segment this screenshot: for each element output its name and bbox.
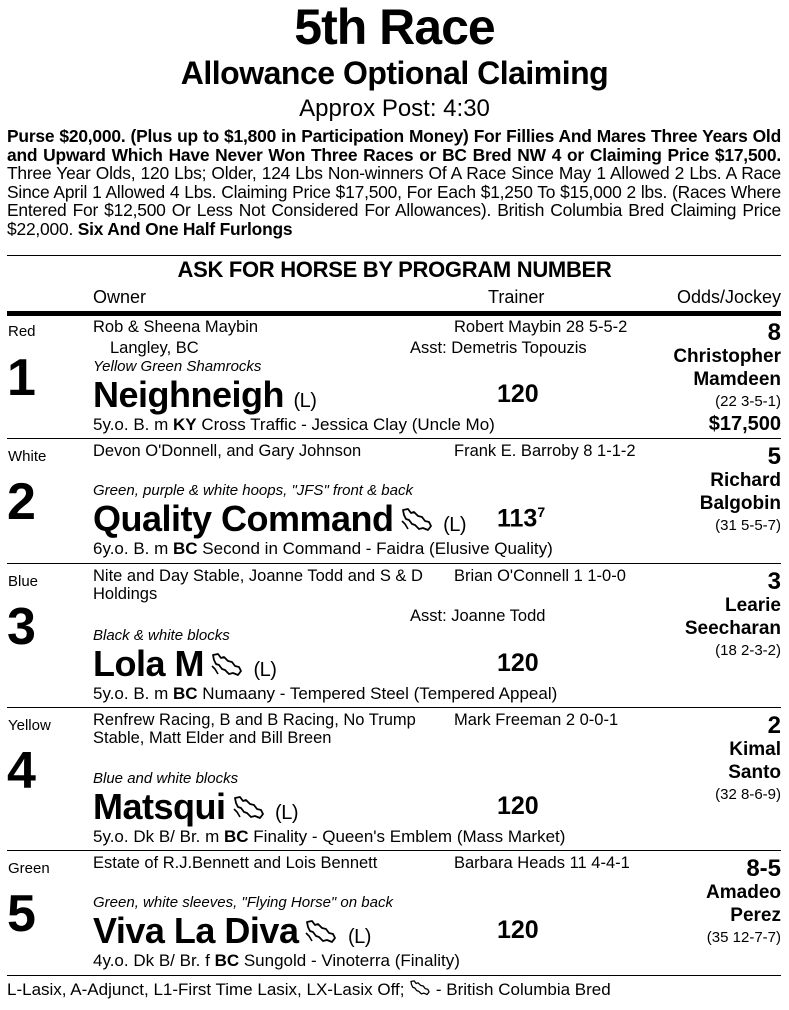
jockey-first-name: Kimal bbox=[729, 739, 781, 760]
breeding-pedigree: Numaany - Tempered Steel (Tempered Appeal) bbox=[197, 684, 558, 703]
race-conditions bbox=[7, 127, 781, 239]
silks-description: Yellow Green Shamrocks bbox=[93, 358, 262, 375]
assistant-trainer: Asst: Joanne Todd bbox=[410, 607, 546, 625]
jockey-first-name: Amadeo bbox=[706, 882, 781, 903]
legend-bc-label: - British Columbia Bred bbox=[431, 979, 611, 999]
program-number: 2 bbox=[7, 473, 36, 531]
medication: (L) bbox=[293, 390, 317, 412]
jockey-first-name: Learie bbox=[725, 595, 781, 616]
silks-description: Green, white sleeves, "Flying Horse" on back bbox=[93, 894, 393, 911]
owner-name: Devon O'Donnell, and Gary Johnson bbox=[93, 442, 362, 460]
conditions-body: Three Year Olds, 120 Lbs; Older, 124 Lbs Non-winners Of A Race Since May 1 Allowed 2 Lbs. A Race Since April 1 Allowed 4 Lbs. Claiming Price $17,500, For Each $1,250 To $15,000 2 lbs. (Races Where Entered For $12,500 Or Less Not Considered For Allowances). British Columbia Bred Claiming Price $22,000. bbox=[7, 163, 781, 239]
horse-name: Lola M bbox=[93, 643, 204, 684]
weight: 120 bbox=[497, 792, 539, 820]
race-title: 5th Race bbox=[294, 0, 495, 55]
conditions-distance: Six And One Half Furlongs bbox=[73, 218, 293, 239]
owner-column-header: Owner bbox=[93, 287, 147, 307]
medication: (L) bbox=[253, 659, 277, 681]
program-number: 1 bbox=[7, 349, 36, 407]
horse-name: Viva La Diva bbox=[93, 910, 299, 951]
trainer: Robert Maybin 28 5-5-2 bbox=[454, 318, 628, 336]
morning-line-odds: 2 bbox=[767, 712, 781, 739]
claiming-price: $17,500 bbox=[708, 413, 781, 435]
weight: 120 bbox=[497, 380, 539, 408]
breeding-origin: KY bbox=[173, 415, 197, 434]
breeding-age-sex: 4y.o. Dk B/ Br. f bbox=[93, 951, 215, 970]
breeding bbox=[93, 684, 557, 704]
apprentice-allowance: 7 bbox=[537, 504, 546, 520]
jockey-last-name: Seecharan bbox=[684, 618, 781, 639]
weight: 120 bbox=[497, 649, 539, 677]
saddle-color: White bbox=[8, 448, 47, 465]
horse-name-line bbox=[93, 786, 298, 830]
horse-name: Quality Command bbox=[93, 498, 394, 539]
horse-name-line bbox=[93, 374, 316, 416]
breeding-age-sex: 5y.o. B. m bbox=[93, 684, 173, 703]
breeding-age-sex: 6y.o. B. m bbox=[93, 539, 173, 558]
breeding bbox=[93, 415, 495, 435]
saddle-color: Green bbox=[8, 860, 50, 877]
jockey-stats: (32 8-6-9) bbox=[715, 786, 781, 803]
breeding bbox=[93, 827, 565, 847]
owner-name: Rob & Sheena Maybin bbox=[93, 318, 259, 336]
entry-divider bbox=[7, 563, 781, 564]
saddle-color: Yellow bbox=[8, 717, 51, 734]
jockey-last-name: Santo bbox=[728, 762, 781, 783]
breeding-age-sex: 5y.o. Dk B/ Br. m bbox=[93, 827, 224, 846]
medication: (L) bbox=[275, 802, 298, 824]
entry-divider bbox=[7, 707, 781, 708]
saddle-color: Red bbox=[8, 323, 36, 340]
horse-name-line bbox=[93, 498, 466, 542]
silks-description: Black & white blocks bbox=[93, 627, 230, 644]
conditions-intro: Purse $20,000. (Plus up to $1,800 in Participation Money) For Fillies And Mares Three Years Old and Upward Which Have Never Won Three Races or BC Bred NW 4 or Claiming Price $17,500. bbox=[7, 126, 781, 165]
jockey-first-name: Richard bbox=[710, 470, 781, 491]
race-type: Allowance Optional Claiming bbox=[180, 55, 609, 91]
horse-name-line bbox=[93, 643, 276, 687]
jockey-stats: (31 5-5-7) bbox=[715, 517, 781, 534]
legend-text: L-Lasix, A-Adjunct, L1-First Time Lasix, LX-Lasix Off; bbox=[7, 979, 410, 999]
british-columbia-bred-icon bbox=[210, 645, 244, 687]
jockey-last-name: Mamdeen bbox=[693, 369, 781, 390]
breeding bbox=[93, 539, 553, 559]
trainer: Brian O'Connell 1 1-0-0 bbox=[454, 567, 626, 585]
jockey-stats: (22 3-5-1) bbox=[715, 393, 781, 410]
breeding-age-sex: 5y.o. B. m bbox=[93, 415, 173, 434]
british-columbia-bred-icon bbox=[232, 788, 266, 830]
owner-name: Estate of R.J.Bennett and Lois Bennett bbox=[93, 854, 378, 872]
breeding-origin: BC bbox=[173, 539, 198, 558]
british-columbia-bred-icon bbox=[400, 500, 434, 542]
trainer: Frank E. Barroby 8 1-1-2 bbox=[454, 442, 636, 460]
footer-legend bbox=[7, 979, 611, 1002]
owner-name: Nite and Day Stable, Joanne Todd and S & D Holdings bbox=[93, 567, 423, 603]
program-number: 5 bbox=[7, 885, 36, 943]
owner-name: Renfrew Racing, B and B Racing, No Trump Stable, Matt Elder and Bill Breen bbox=[93, 711, 416, 747]
assistant-trainer: Asst: Demetris Topouzis bbox=[410, 339, 587, 357]
trainer: Mark Freeman 2 0-0-1 bbox=[454, 711, 619, 729]
medication: (L) bbox=[443, 514, 467, 536]
trainer-column-header: Trainer bbox=[488, 287, 545, 307]
british-columbia-map-icon bbox=[409, 979, 431, 1002]
breeding-pedigree: Cross Traffic - Jessica Clay (Uncle Mo) bbox=[196, 415, 495, 434]
horse-name: Matsqui bbox=[93, 786, 226, 827]
entry-divider bbox=[7, 975, 781, 976]
breeding bbox=[93, 951, 460, 971]
saddle-color: Blue bbox=[8, 573, 39, 590]
breeding-origin: BC bbox=[224, 827, 249, 846]
silks-description: Blue and white blocks bbox=[93, 770, 239, 787]
program-number: 3 bbox=[7, 598, 36, 656]
breeding-pedigree: Sungold - Vinoterra (Finality) bbox=[239, 951, 460, 970]
odds-jockey-column-header: Odds/Jockey bbox=[676, 287, 781, 307]
breeding-origin: BC bbox=[173, 684, 198, 703]
morning-line-odds: 8-5 bbox=[746, 855, 781, 882]
morning-line-odds: 5 bbox=[767, 443, 781, 470]
header-rule bbox=[7, 311, 781, 316]
morning-line-odds: 3 bbox=[767, 568, 781, 595]
breeding-origin: BC bbox=[214, 951, 240, 970]
british-columbia-bred-icon bbox=[304, 912, 338, 954]
medication: (L) bbox=[347, 926, 371, 948]
silks-description: Green, purple & white hoops, "JFS" front & back bbox=[93, 482, 413, 499]
weight: 113 bbox=[497, 504, 538, 533]
breeding-pedigree: Finality - Queen's Emblem (Mass Market) bbox=[248, 827, 566, 846]
horse-name-line bbox=[93, 910, 371, 954]
jockey-last-name: Perez bbox=[730, 905, 781, 926]
jockey-first-name: Christopher bbox=[673, 346, 781, 367]
breeding-pedigree: Second in Command - Faidra (Elusive Quality) bbox=[197, 539, 553, 558]
divider bbox=[7, 255, 781, 256]
entry-divider bbox=[7, 850, 781, 851]
weight-line bbox=[497, 504, 545, 533]
trainer: Barbara Heads 11 4-4-1 bbox=[454, 854, 630, 872]
ask-banner: ASK FOR HORSE BY PROGRAM NUMBER bbox=[177, 257, 612, 282]
horse-name: Neighneigh bbox=[93, 374, 284, 415]
jockey-stats: (35 12-7-7) bbox=[706, 929, 781, 946]
program-number: 4 bbox=[7, 742, 36, 800]
morning-line-odds: 8 bbox=[767, 319, 781, 346]
jockey-stats: (18 2-3-2) bbox=[715, 642, 781, 659]
jockey-last-name: Balgobin bbox=[699, 493, 781, 514]
post-time: Approx Post: 4:30 bbox=[299, 95, 490, 122]
entry-divider bbox=[7, 438, 781, 439]
owner-location: Langley, BC bbox=[110, 339, 199, 357]
weight: 120 bbox=[497, 916, 539, 944]
